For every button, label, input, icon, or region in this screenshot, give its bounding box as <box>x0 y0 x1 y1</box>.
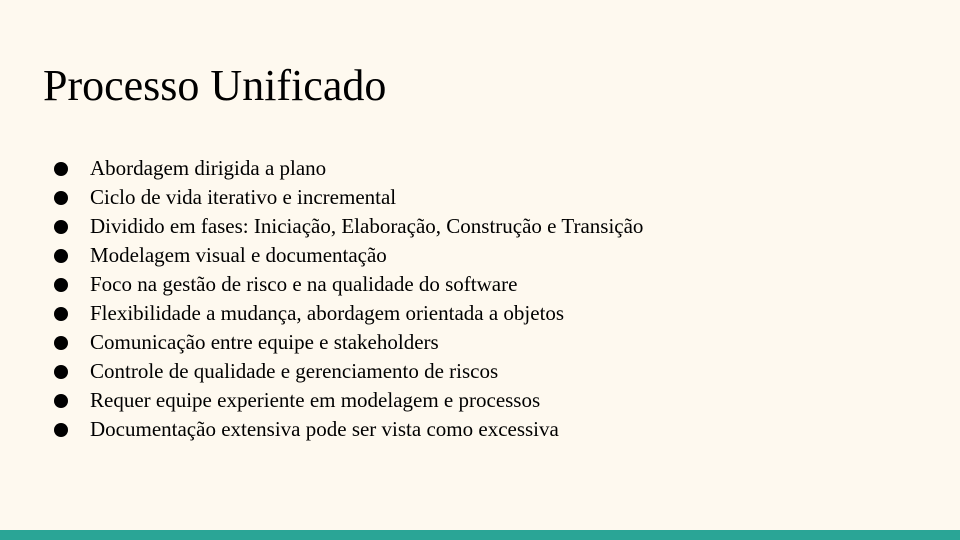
bullet-text: Flexibilidade a mudança, abordagem orientada a objetos <box>90 301 565 325</box>
bullet-dot-icon <box>54 162 68 176</box>
bullet-dot-icon <box>54 249 68 263</box>
bullet-item-7 <box>54 328 643 357</box>
bullet-dot-icon <box>54 220 68 234</box>
bullet-text: Ciclo de vida iterativo e incremental <box>90 185 397 209</box>
bullet-item-4 <box>54 241 643 270</box>
bullet-dot-icon <box>54 394 68 408</box>
bullet-item-6 <box>54 299 643 328</box>
bullet-item-3 <box>54 212 643 241</box>
bullet-item-2 <box>54 183 643 212</box>
bullet-item-1 <box>54 154 643 183</box>
bullet-dot-icon <box>54 278 68 292</box>
bullet-item-10 <box>54 415 643 444</box>
bullet-text: Abordagem dirigida a plano <box>90 156 327 180</box>
bullet-text: Controle de qualidade e gerenciamento de riscos <box>90 359 499 383</box>
bullet-text: Comunicação entre equipe e stakeholders <box>90 330 439 354</box>
bullet-dot-icon <box>54 365 68 379</box>
bullet-dot-icon <box>54 191 68 205</box>
bullet-text: Foco na gestão de risco e na qualidade do software <box>90 272 518 296</box>
bullet-text: Dividido em fases: Iniciação, Elaboração, Construção e Transição <box>90 214 644 238</box>
bullet-dot-icon <box>54 336 68 350</box>
bullet-text: Requer equipe experiente em modelagem e processos <box>90 388 541 412</box>
bullet-item-9 <box>54 386 643 415</box>
bullet-item-8 <box>54 357 643 386</box>
bullet-list <box>54 154 643 444</box>
slide-title: Processo Unificado <box>43 61 387 110</box>
bullet-dot-icon <box>54 307 68 321</box>
bullet-text: Documentação extensiva pode ser vista como excessiva <box>90 417 559 441</box>
accent-bar <box>0 530 960 540</box>
bullet-text: Modelagem visual e documentação <box>90 243 387 267</box>
bullet-item-5 <box>54 270 643 299</box>
bullet-dot-icon <box>54 423 68 437</box>
